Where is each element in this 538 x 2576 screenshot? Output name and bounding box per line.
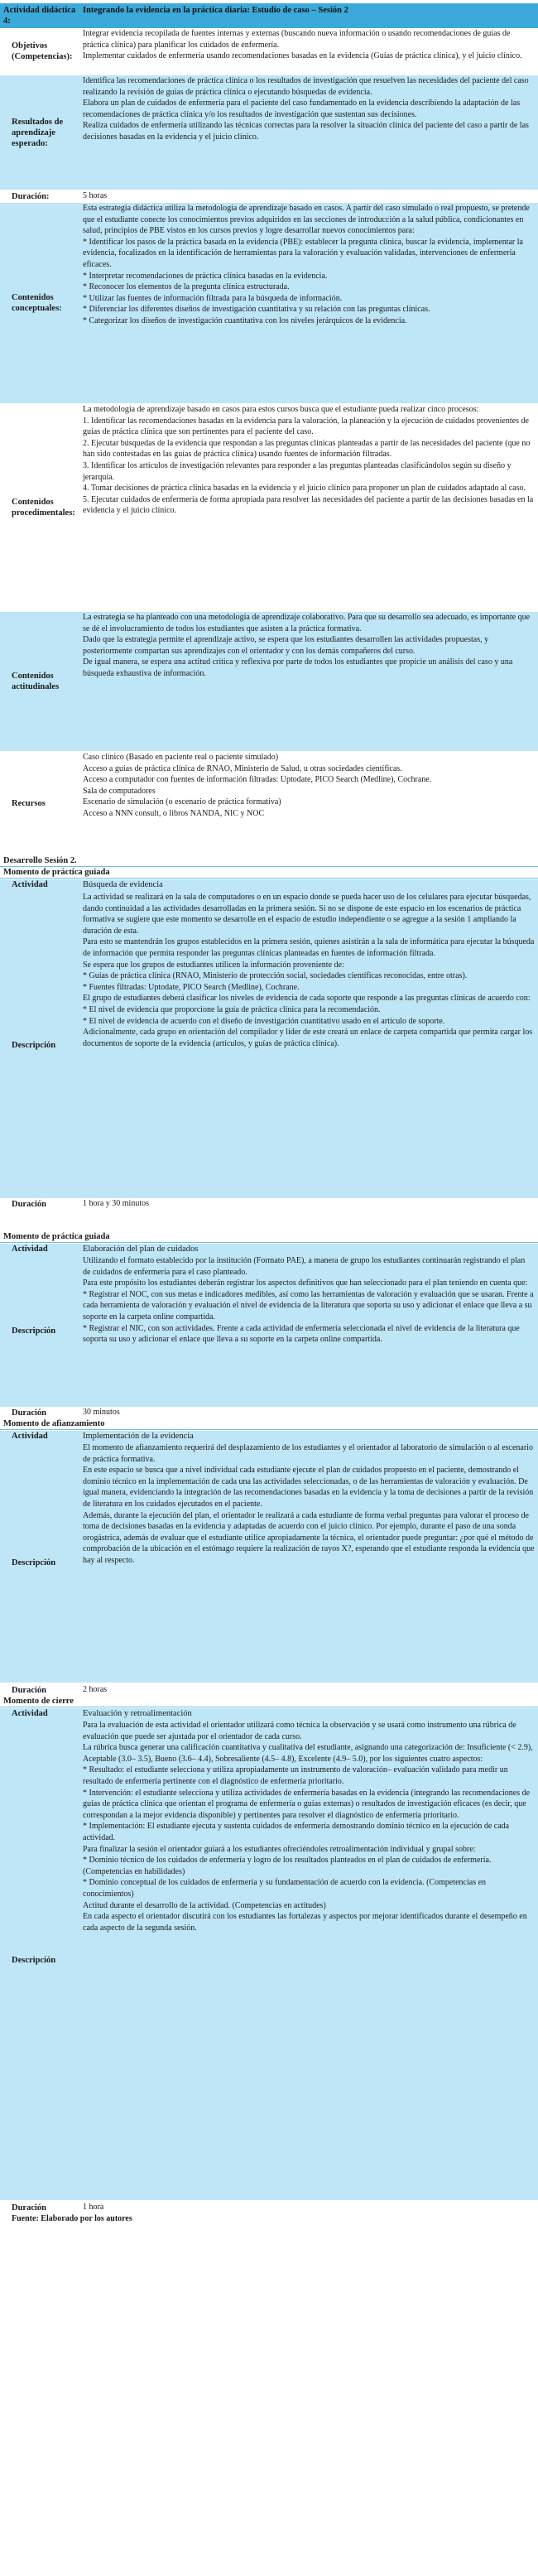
actividad-value: Evaluación y retroalimentación: [83, 1709, 192, 1718]
desc-line: * El nivel de evidencia que proporcione la guía de práctica clínica para la recomendación.: [83, 1004, 381, 1014]
desc-line: * El nivel de evidencia de acuerdo con el diseño de investigación cuantitativo usado en el artículo de soporte.: [83, 1016, 445, 1026]
desc-line: Para este propósito los estudiantes deberán registrar los aspectos definitivos que han seleccionado para el plan teniendo en cuenta que:: [83, 1278, 528, 1288]
desc-line: * Implementación: El estudiante ejecuta y sustenta cuidados de enfermería demostrando dominio técnico en la ejecución de cada actividad.: [83, 1822, 510, 1842]
desc-line: El momento de afianzamiento requerirá del desplazamiento de los estudiantes y el orientador al laboratorio de simulación o al escenario de práctica formativa.: [83, 1443, 533, 1464]
afianzamiento-duracion-row: [0, 1684, 538, 1696]
actitudinales-label: Contenidos actitudinales: [12, 672, 60, 691]
duracion-value: 30 minutos: [83, 1408, 120, 1417]
resultado-line: Elabora un plan de cuidados de enfermería para el paciente del caso fundamentado en la evidencia describiendo la adaptación de las recomendaciones de práctica clínica y/o los resultados de investigación que sustentan sus decisiones.: [83, 99, 521, 119]
descripcion-label: Descripción: [12, 1040, 56, 1050]
procedimental-line: 4. Tomar decisiones de práctica clínica basadas en la evidencia y el juicio clínico para proponer un plan de cuidados adaptado al caso.: [83, 484, 526, 494]
desc-line: * Registrar el NIC, con son actividades. Frente a cada actividad de enfermería seleccionada el nivel de evidencia de la literatura que soporta su uso y adicionar el enlace que lleva a su soporte en la carpeta online compartida.: [83, 1323, 520, 1345]
conceptual-line: * Utilizar las fuentes de información filtrada para la búsqueda de información.: [83, 293, 343, 303]
objetivo-line: Integrar evidencia recopilada de fuentes internas y externas (buscando nueva información o usando recomendaciones de guías de práctica clínica) para planificar los cuidados de enfermería.: [83, 29, 511, 50]
duracion-label: Duración: [12, 1408, 46, 1418]
duracion-value: 1 hora: [83, 2203, 104, 2212]
desc-line: En este espacio se busca que a nivel individual cada estudiante ejecute el plan de cuidados propuesto en el paciente, demostrando el dominio técnico en la implementación de cada una las actividades seleccionadas, o de las herramientas de valoración y evaluación. De igual manera, evidenciando la integración de las recomendaciones basadas en la evidencia y la toma de decisiones a partir de la revisión de literatura en los cuidados ejecutados en el paciente.: [83, 1466, 534, 1509]
objetivo-line: Implementar cuidados de enfermería usando recomendaciones basadas en la evidencia (Guías de práctica clínica), y el juicio clínico.: [83, 51, 522, 61]
desc-line: * Resultado: el estudiante selecciona y utiliza apropiadamente un instrumento de valoración– evaluación validado para medir un resultado de enfermería pertinente con el diagnóstico de enfermería prioritario.: [83, 1765, 508, 1786]
procedimental-line: 1. Identificar las recomendaciones basadas en la evidencia para la valoración, la planeación y la ejecución de cuidados provenientes de guías de práctica clínica que son pertinentes para el paciente del caso.: [83, 416, 529, 437]
recursos-label: Recursos: [12, 798, 46, 808]
conceptuales-row: [0, 203, 538, 403]
duracion-label: Duración: [12, 1685, 46, 1695]
desc-line: Actitud durante el desarrollo de la actividad. (Competencias en actitudes): [83, 1900, 326, 1910]
desc-line: Adicionalmente, cada grupo en orientación del compilador y líder de este creará un enlace de carpeta compartida que permita cargar los documentos de soporte de la evidencia (artículos, y guías de práctica clínica).: [83, 1028, 533, 1048]
desc-line: Además, durante la ejecución del plan, el orientador le realizará a cada estudiante de forma verbal preguntas para valorar el proceso de toma de decisiones basadas en la evidencia y adaptadas de acuerdo con el juicio clínico. Por ejemplo, durante el paso de una sonda orogástrica, además de evaluar que el estudiante utilice apropiadamente la técnica, el orientador puede preguntar: ¿por qué el método de comprobación de la ubicación en el estómago requiere la realización de rayos X?, esperando que el estudiante responda la evidencia que hay al respecto.: [83, 1510, 535, 1565]
procedimentales-content: [83, 404, 535, 517]
afianzamiento-actividad-row: [0, 1431, 538, 1442]
resultados-label: Resultados de aprendizaje esperado:: [12, 117, 64, 148]
procedimental-line: 2. Ejecutar búsquedas de la evidencia que respondan a las preguntas clínicas planteadas a partir de las necesidades del paciente (que no han sido contestadas en las guías de práctica clínica) usando fuentes de información filtradas.: [83, 438, 531, 460]
guiada2-descripcion: [83, 1255, 535, 1346]
desc-line: Utilizando el formato establecido por la institución (Formato PAE), a manera de grupo los estudiantes continuarán registrando el plan de cuidados de enfermería para el caso planteado.: [83, 1256, 526, 1277]
duracion-value: 1 hora y 30 minutos: [83, 1199, 149, 1208]
actitudinales-content: [83, 612, 535, 680]
conceptual-line: * Reconocer los elementos de la pregunta clínica estructurada.: [83, 282, 290, 292]
conceptual-line: * Diferenciar los diferentes diseños de investigación cuantitativa y su relación con las preguntas clínicas.: [83, 305, 430, 315]
conceptual-line: * Interpretar recomendaciones de práctica clínica basadas en la evidencia.: [83, 271, 328, 281]
recurso-line: Caso clínico (Basado en paciente real o paciente simulado): [83, 753, 279, 762]
procedimentales-label: Contenidos procedimentales:: [12, 498, 75, 518]
objetivos-label: Objetivos (Competencias):: [12, 41, 73, 61]
actividad-label: Actividad: [12, 1245, 48, 1254]
desc-line: * Fuentes filtradas: Uptodate, PICO Search (Medline), Cochrane.: [83, 982, 300, 992]
desc-line: * Dominio técnico de los cuidados de enfermería y logro de los resultados planteados en el plan de cuidados de enfermería. (Competencias en habilidades): [83, 1856, 492, 1876]
afianzamiento-descripcion-row: [0, 1442, 538, 1683]
desc-line: Para la evaluación de esta actividad el orientador utilizará como técnica la observación y se usará como instrumento una rúbrica de evaluación que puede ser ajustada por el orientador de cada curso.: [83, 1721, 516, 1741]
descripcion-label: Descripción: [12, 1327, 56, 1336]
actividad-value: Implementación de la evidencia: [83, 1432, 194, 1441]
desc-line: * Dominio conceptual de los cuidados de enfermería y su fundamentación de acuerdo con la evidencia. (Competencias en conocimientos): [83, 1878, 487, 1899]
conceptuales-label: Contenidos conceptuales:: [12, 293, 62, 313]
activity-label: Actividad didáctica 4:: [3, 6, 76, 26]
guiada2-duracion-row: [0, 1407, 538, 1418]
desc-line: En cada aspecto el orientador discutirá con los estudiantes las fortalezas y aspectos por mejorar identificados durante el desempeño en cada aspecto de la segunda sesión.: [83, 1912, 527, 1933]
fuente-note: Fuente: Elaborado por los autores: [12, 2214, 132, 2223]
desc-line: * Registrar el NOC, con sus metas e indicadores medibles, así como las herramientas de valoración y evaluación que se usaran. Frente a cada herramienta de valoración y evaluación el nivel de evidencia de la literatura que soporta su uso y adicionar el enlace que lleva a su soporte en la carpeta online compartida.: [83, 1289, 534, 1322]
duracion-value: 2 horas: [83, 1685, 108, 1694]
conceptuales-content: [83, 203, 535, 327]
recursos-content: [83, 752, 535, 820]
recurso-line: Acceso a guías de práctica clínica de RNAO, Ministerio de Salud, u otras sociedades científicas.: [83, 763, 402, 773]
descripcion-label: Descripción: [12, 1558, 56, 1567]
desc-line: Para finalizar la sesión el orientador guiará a los estudiantes ofreciéndoles retroalimentación individual y grupal sobre:: [83, 1844, 476, 1854]
objetivos-content: [83, 28, 535, 62]
duracion-label: Duración: [12, 2203, 46, 2212]
duracion-row: [0, 190, 538, 202]
procedimental-line: 3. Identificar los artículos de investigación relevantes para responder a las preguntas planteadas clasificándolos según su diseño y jerarquía.: [83, 460, 512, 482]
guiada1-duracion-row: [0, 1198, 538, 1223]
desarrollo-heading: [0, 855, 538, 867]
recurso-line: Sala de computadores: [83, 786, 156, 796]
actitudinal-line: Dado que la estrategia permite el aprendizaje activo, se espera que los estudiantes desarrollen las actividades propuestas, y posteriormente compartan sus aprendizajes con el orientador y con los demás compañeros del curso.: [83, 635, 489, 656]
guiada2-actividad-row: [0, 1244, 538, 1255]
guiada1-descripcion-row: [0, 892, 538, 1198]
actitudinal-line: La estrategia se ha planteado con una metodología de aprendizaje colaborativo. Para que su desarrollo sea adecuado, es importante que se dé el involucramiento de todos los estudiantes que asisten a la práctica formativa.: [83, 613, 531, 633]
actitudinal-line: De igual manera, se espera una actitud crítica y reflexiva por parte de todos los estudiantes que propicie un análisis del caso y una búsqueda exhaustiva de información.: [83, 657, 513, 678]
actividad-label: Actividad: [12, 1709, 48, 1718]
conceptual-line: Esta estrategia didáctica utiliza la metodología de aprendizaje basado en casos. A partir del caso simulado o real propuesto, se pretende que el estudiante conecte los conocimientos previos adquiridos en las secciones de introducción a la salud pública, condicionantes en salud, principios de PBE vistos en los cursos previos y logre desarrollar nuevos conocimientos para:: [83, 204, 530, 236]
procedimentales-row: [0, 404, 538, 611]
guiada1-actividad-row: [0, 879, 538, 892]
conceptual-line: * Identificar los pasos de la práctica basada en la evidencia (PBE): establecer la pregunta clínica, buscar la evidencia, implementar la evidencia, focalizados en la identificación de herramientas para la valoración y evaluación validadas, intervenciones de enfermería eficaces.: [83, 237, 523, 269]
actividad-value: Elaboración del plan de cuidados: [83, 1245, 199, 1254]
duracion-label: Duración:: [12, 191, 50, 201]
table-header: [0, 3, 538, 28]
afianzamiento-heading: [0, 1418, 538, 1430]
actividad-label: Actividad: [12, 880, 48, 889]
desc-line: La actividad se realizará en la sala de computadores o en un espacio donde se pueda hacer uso de los celulares para ejecutar búsquedas, dando continuidad a las actividades desarrolladas en la primera sesión. Si no se dispone de este espacio en los escenarios de práctica formativa se sugiere que este momento se desarrolle en el espacio de estudio independiente o se agregue a la sesión 1 ampliando la duración de esta.: [83, 893, 531, 936]
actividad-label: Actividad: [12, 1432, 48, 1441]
desc-line: * Guías de práctica clínica (RNAO, Ministerio de protección social, sociedades científicas reconocidas, entre otras).: [83, 971, 468, 981]
cierre-descripcion: [83, 1720, 535, 1933]
afianzamiento-descripcion: [83, 1442, 535, 1567]
guiada1-descripcion: [83, 892, 535, 1049]
duracion-label: Duración: [12, 1199, 46, 1209]
cierre-actividad-row: [0, 1708, 538, 1720]
resultados-row: [0, 75, 538, 190]
practica-guiada-title: Momento de práctica guiada: [3, 868, 110, 877]
resultado-line: Identifica las recomendaciones de práctica clínica o los resultados de investigación que resuelven las necesidades del paciente del caso realizando la revisión de guías de práctica clínica o ejecutando búsquedas de evidencia.: [83, 76, 529, 97]
recurso-line: Acceso a NNN consult, o libros NANDA, NIC y NOC: [83, 808, 265, 818]
practica-guiada-title-2: Momento de práctica guiada: [3, 1232, 110, 1241]
resultado-line: Realiza cuidados de enfermería utilizando las técnicas correctas para la resolver la situación clínica del paciente del caso a partir de las decisiones basadas en la evidencia y el juicio clínico.: [83, 121, 529, 142]
descripcion-label: Descripción: [12, 1955, 56, 1965]
actitudinales-row: [0, 612, 538, 751]
recurso-line: Acceso a computador con fuentes de información filtradas: Uptodate, PICO Search (Medline), Cochrane.: [83, 775, 432, 785]
actividad-value: Búsqueda de evidencia: [83, 880, 163, 889]
cierre-heading: [0, 1696, 538, 1707]
desc-line: * Intervención: el estudiante selecciona y utiliza actividades de enfermería basadas en la evidencia (integrando las recomendaciones de guías de práctica clínica que orientan el programa de enfermería o guías externas) o resultados de investigación eficaces (es decir, que correspondan a la mejor evidencia disponible) y pertinentes para resolver el diagnóstico de enfermería prioritario.: [83, 1788, 531, 1820]
duracion-value: 5 horas: [83, 191, 108, 200]
desc-line: Se espera que los grupos de estudiantes utilicen la información proveniente de:: [83, 960, 344, 970]
desc-line: Para esto se mantendrán los grupos establecidos en la primera sesión, quienes asistirán a la sala de informática para ejecutar la búsqueda de información que permita responder las preguntas clínicas planteadas en fuentes de información filtrada.: [83, 937, 535, 958]
recursos-row: [0, 752, 538, 855]
cierre-duracion-row: [0, 2202, 538, 2213]
procedimental-line: 5. Ejecutar cuidados de enfermería de forma apropiada para resolver las necesidades del paciente a partir de las decisiones basadas en la evidencia y el juicio clínico.: [83, 494, 534, 516]
conceptual-line: * Categorizar los diseños de investigación cuantitativa con los niveles jerárquicos de la evidencia.: [83, 315, 407, 325]
practica-guiada-heading-2: [0, 1231, 538, 1243]
desc-line: La rúbrica busca generar una calificación cuantitativa y cualitativa del estudiante, asignando una categorización de: Insuficiente (< 2.9), Aceptable (3.0– 3.5), Bueno (3.6– 4.4), Sobresaliente (4.5– 4.8), Excelente (4.9– 5.0), por los siguientes cuatro aspectos:: [83, 1743, 533, 1764]
guiada2-descripcion-row: [0, 1255, 538, 1407]
cierre-title: Momento de cierre: [3, 1697, 74, 1706]
practica-guiada-heading: [0, 867, 538, 879]
desc-line: El grupo de estudiantes deberá clasificar los niveles de evidencia de cada soporte que responde a las preguntas clínicas de acuerdo con:: [83, 994, 531, 1004]
resultados-content: [83, 75, 535, 143]
objetivos-row: [0, 28, 538, 75]
cierre-descripcion-row: [0, 1720, 538, 2200]
procedimental-line: La metodología de aprendizaje basado en casos para estos cursos busca que el estudiante pueda realizar cinco procesos:: [83, 405, 479, 414]
activity-title: Integrando la evidencia en la práctica diaria: Estudio de caso – Sesión 2: [83, 6, 348, 15]
afianzamiento-title: Momento de afianzamiento: [3, 1419, 105, 1428]
recurso-line: Escenario de simulación (o escenario de práctica formativa): [83, 797, 281, 807]
desarrollo-title: Desarrollo Sesión 2.: [3, 856, 77, 865]
